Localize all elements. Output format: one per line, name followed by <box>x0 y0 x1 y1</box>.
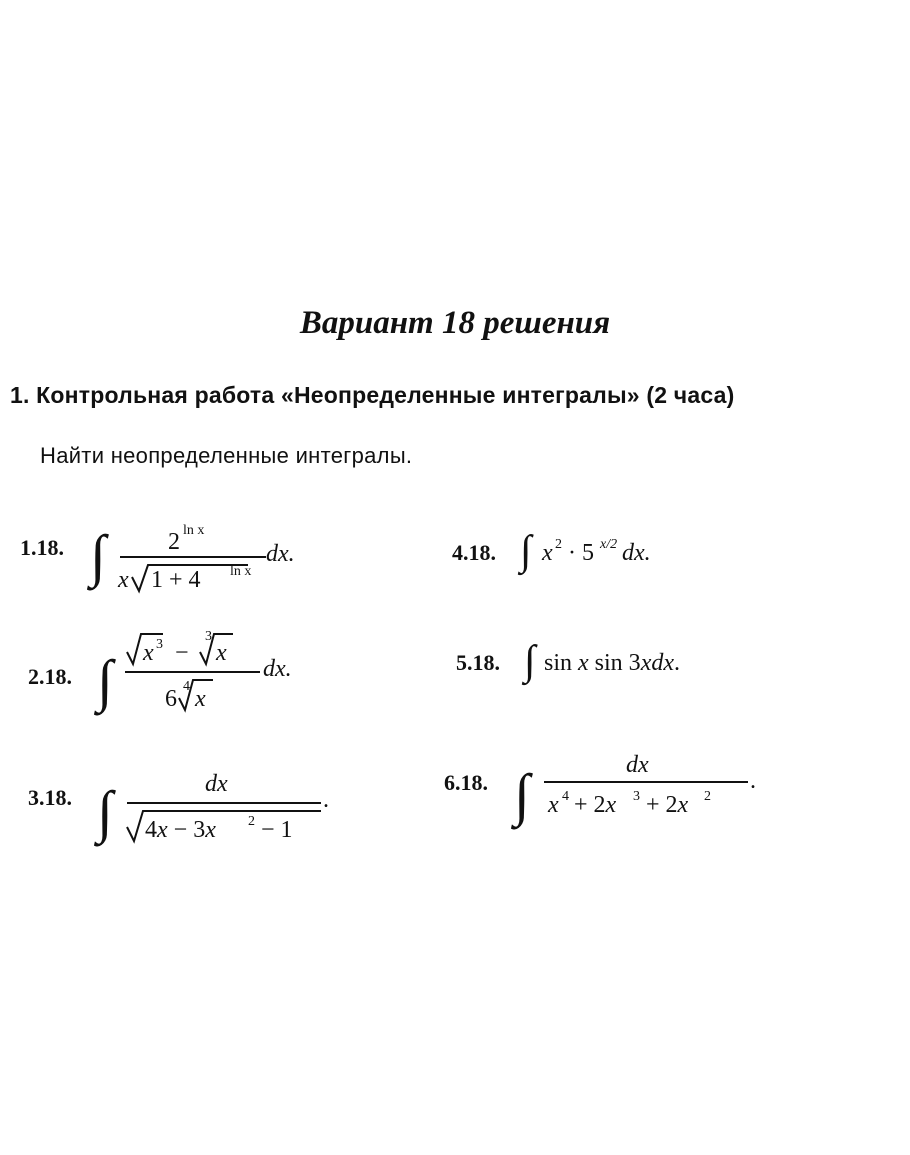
svg-text:∫: ∫ <box>90 523 106 588</box>
problem-number: 1.18. <box>20 535 64 560</box>
svg-text:6: 6 <box>165 686 177 712</box>
svg-text:dx.: dx. <box>266 541 295 567</box>
svg-text:2: 2 <box>248 814 255 829</box>
svg-text:∫: ∫ <box>97 648 113 713</box>
svg-text:4x − 3x: 4x − 3x <box>145 817 216 843</box>
svg-text:∫: ∫ <box>97 779 113 844</box>
svg-text:3: 3 <box>205 629 212 644</box>
svg-text:.: . <box>750 768 756 794</box>
svg-text:− 1: − 1 <box>261 817 293 843</box>
svg-text:+ 2x: + 2x <box>574 792 617 818</box>
formula-3-18 <box>95 755 345 855</box>
svg-text:ln x: ln x <box>183 523 205 538</box>
svg-text:x: x <box>118 567 129 593</box>
svg-text:dx.: dx. <box>263 656 292 682</box>
svg-text:dx.: dx. <box>622 540 651 566</box>
problem-number: 4.18. <box>452 540 496 565</box>
problem-number: 2.18. <box>28 664 72 689</box>
svg-text:∫: ∫ <box>520 528 532 574</box>
svg-text:4: 4 <box>562 789 569 804</box>
svg-text:x: x <box>143 640 154 666</box>
svg-text:2: 2 <box>168 529 180 555</box>
svg-text:dx: dx <box>205 771 228 797</box>
instruction-text: Найти неопределенные интегралы. <box>40 443 413 468</box>
svg-text:+ 2x: + 2x <box>646 792 689 818</box>
problem-number: 6.18. <box>444 770 488 795</box>
page-title: Вариант 18 решения <box>299 305 611 341</box>
formula-1-18 <box>88 505 328 600</box>
svg-text:x: x <box>216 640 227 666</box>
svg-text:∫: ∫ <box>514 762 530 827</box>
svg-text:.: . <box>323 787 329 813</box>
svg-text:x: x <box>542 540 553 566</box>
formula-2-18 <box>95 620 325 730</box>
svg-text:3: 3 <box>156 637 163 652</box>
svg-text:· 5: · 5 <box>568 540 594 566</box>
svg-text:x: x <box>195 686 206 712</box>
formula-5-18 <box>522 632 752 692</box>
svg-text:2: 2 <box>704 789 711 804</box>
problem-number: 3.18. <box>28 785 72 810</box>
formula-4-18 <box>518 520 698 580</box>
svg-text:∫: ∫ <box>524 638 536 684</box>
svg-text:x/2: x/2 <box>600 537 618 552</box>
svg-text:2: 2 <box>555 537 562 552</box>
svg-text:ln x: ln x <box>230 564 252 579</box>
section-heading: 1. Контрольная работа «Неопределенные интегралы» (2 часа) <box>10 382 735 408</box>
svg-text:1 + 4: 1 + 4 <box>151 567 201 593</box>
svg-text:4: 4 <box>183 679 190 694</box>
problem-number: 5.18. <box>456 650 500 675</box>
svg-text:dx: dx <box>626 752 649 778</box>
formula-6-18 <box>512 742 772 832</box>
svg-text:−: − <box>175 640 189 666</box>
svg-text:x: x <box>548 792 559 818</box>
svg-text:sin x sin 3xdx.: sin x sin 3xdx. <box>544 650 680 676</box>
svg-text:3: 3 <box>633 789 640 804</box>
